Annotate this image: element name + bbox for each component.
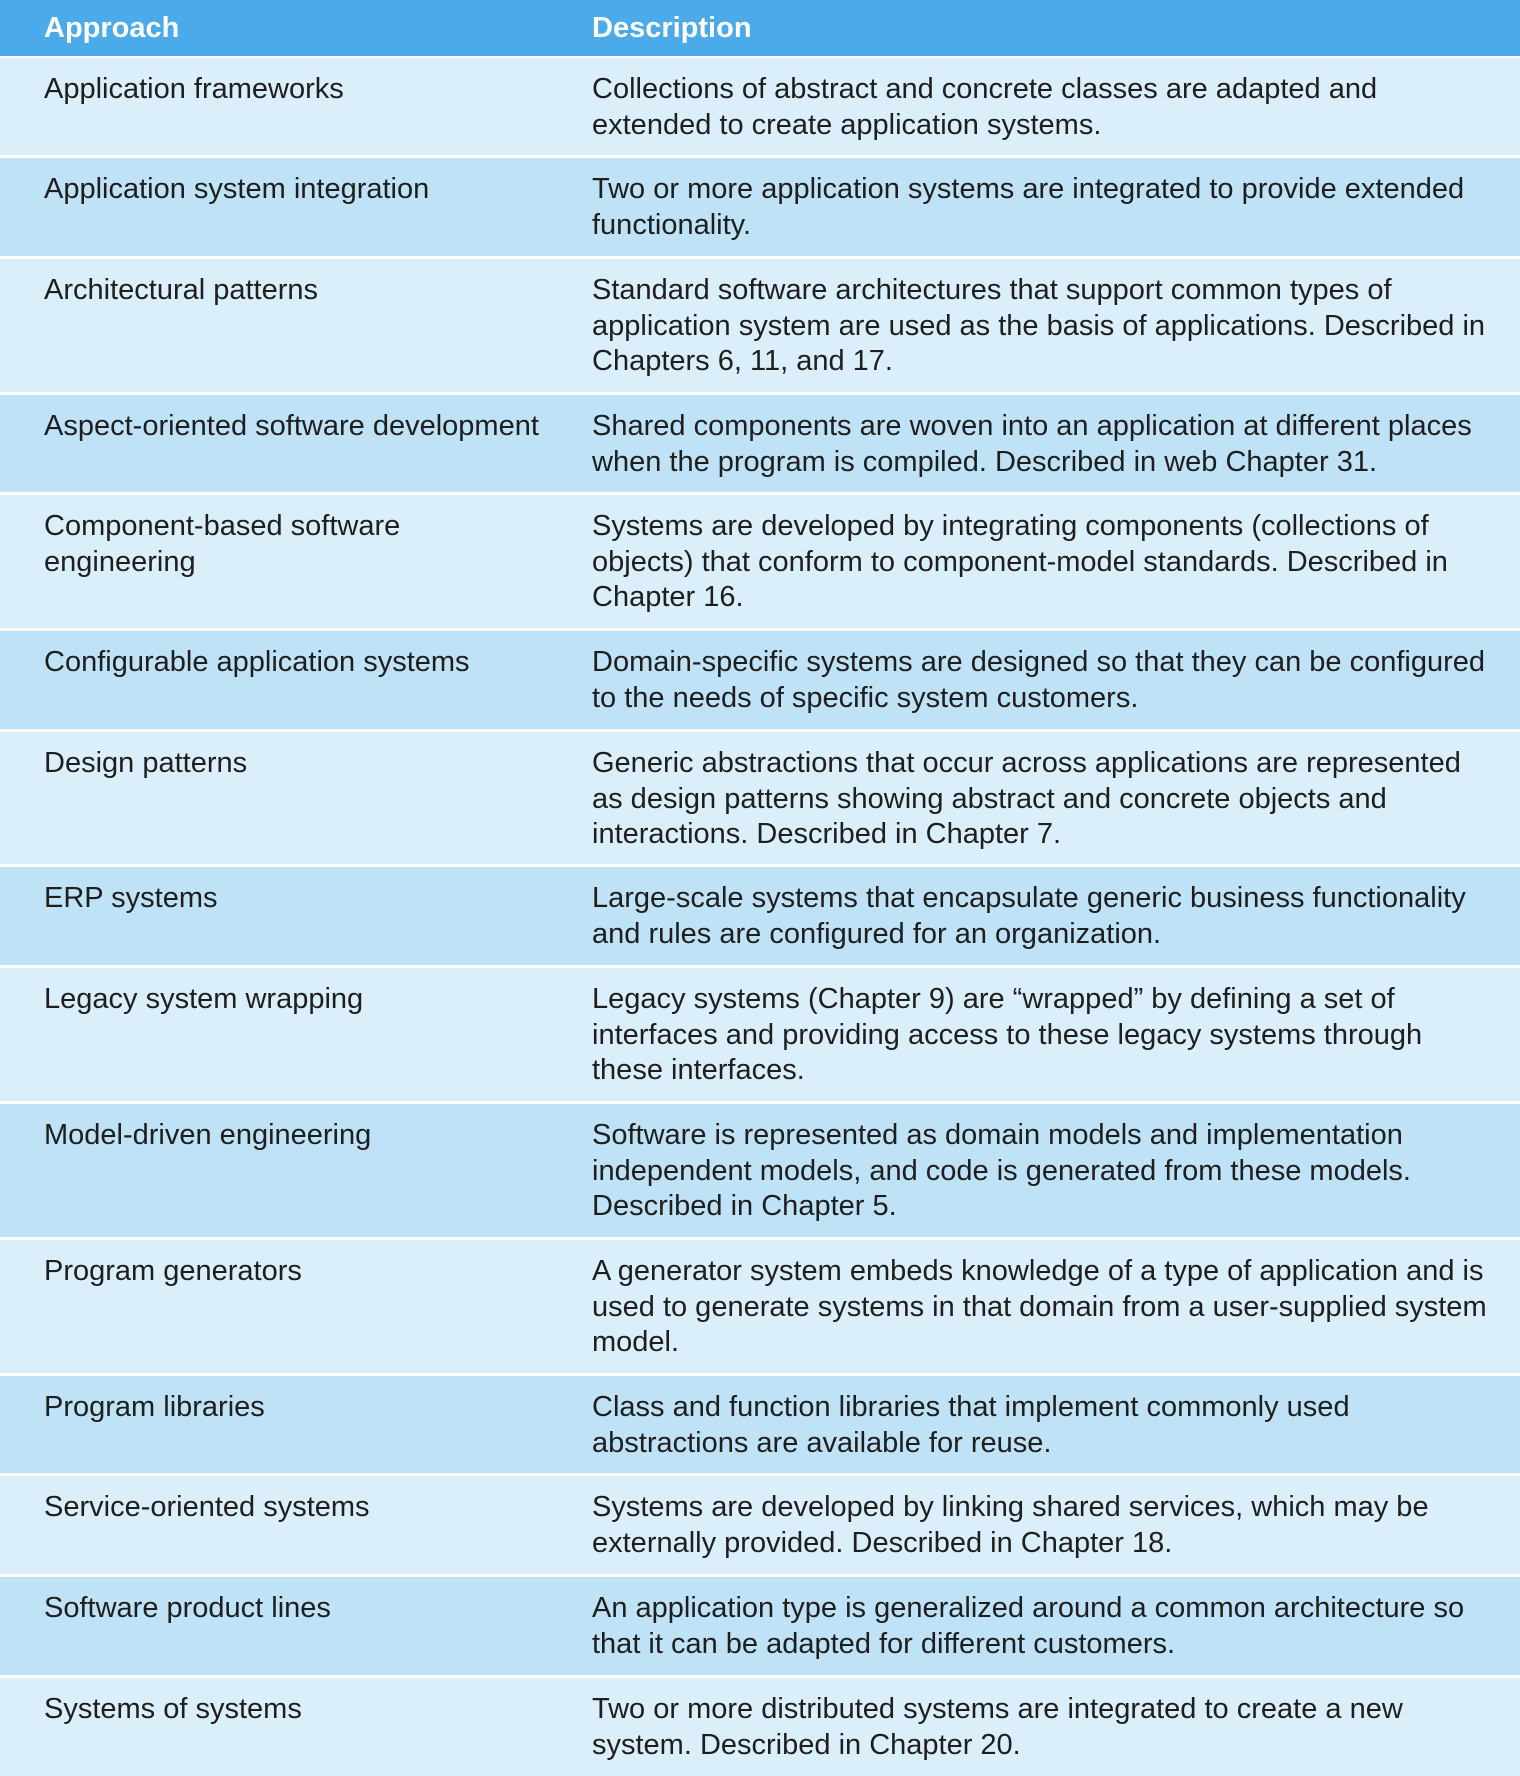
table-row (0, 867, 1520, 968)
approach-cell: Application frameworks (44, 73, 344, 105)
description-cell: Class and function libraries that implement commonly used abstractions are available for reuse. (592, 1391, 1350, 1459)
description-cell: Large-scale systems that encapsulate generic business functionality and rules are configured for an organization. (592, 882, 1466, 950)
approach-cell: Software product lines (44, 1592, 331, 1624)
table-row (0, 968, 1520, 1104)
header-description: Description (592, 11, 752, 44)
approach-cell: Design patterns (44, 747, 248, 779)
table-row (0, 58, 1520, 158)
approach-cell: Systems of systems (44, 1693, 302, 1725)
table-row (0, 1577, 1520, 1678)
approach-cell: Configurable application systems (44, 646, 470, 678)
approach-cell: Application system integration (44, 173, 430, 205)
table-row (0, 259, 1520, 395)
description-cell: Shared components are woven into an application at different places when the program is compiled. Described in web Chapter 31. (592, 410, 1472, 478)
table-row (0, 1678, 1520, 1776)
table-row (0, 158, 1520, 259)
table-row (0, 1476, 1520, 1577)
approach-cell: ERP systems (44, 882, 218, 914)
table-row (0, 631, 1520, 732)
table-row (0, 732, 1520, 867)
description-cell: A generator system embeds knowledge of a type of application and is used to generate systems in that domain from a user-supplied system model. (592, 1255, 1487, 1358)
table-row (0, 495, 1520, 631)
approach-cell: Service-oriented systems (44, 1491, 370, 1523)
description-cell: Systems are developed by integrating components (collections of objects) that conform to component-model standards. Described in Chapter 16. (592, 510, 1448, 613)
description-cell: Two or more application systems are integrated to provide extended functionality. (592, 173, 1465, 241)
description-cell: Generic abstractions that occur across applications are represented as design patterns showing abstract and concrete objects and interactions. Described in Chapter 7. (592, 747, 1461, 850)
approach-cell: Model-driven engineering (44, 1119, 372, 1151)
approach-cell: Program generators (44, 1255, 302, 1287)
description-cell: Systems are developed by linking shared services, which may be externally provided. Described in Chapter 18. (592, 1491, 1429, 1559)
approach-cell: Aspect-oriented software development (44, 410, 539, 442)
description-cell: Standard software architectures that support common types of application system are used as the basis of applications. Described in Chapters 6, 11, and 17. (592, 274, 1486, 377)
table-row (0, 1240, 1520, 1376)
table-row (0, 1376, 1520, 1476)
approach-cell: Architectural patterns (44, 274, 319, 306)
approach-cell: Component-based software engineering (44, 510, 401, 578)
table-row (0, 1104, 1520, 1240)
description-cell: Domain-specific systems are designed so that they can be configured to the needs of specific system customers. (592, 646, 1486, 714)
description-cell: An application type is generalized around a common architecture so that it can be adapted for different customers. (592, 1592, 1465, 1660)
description-cell: Collections of abstract and concrete classes are adapted and extended to create application systems. (592, 73, 1378, 141)
approach-cell: Program libraries (44, 1391, 265, 1423)
description-cell: Two or more distributed systems are integrated to create a new system. Described in Chapter 20. (592, 1693, 1403, 1761)
description-cell: Legacy systems (Chapter 9) are “wrapped” by defining a set of interfaces and providing access to these legacy systems through these interfaces. (592, 983, 1423, 1086)
approach-cell: Legacy system wrapping (44, 983, 364, 1015)
description-cell: Software is represented as domain models and implementation independent models, and code is generated from these models. Described in Chapter 5. (592, 1119, 1411, 1222)
header-approach: Approach (44, 11, 180, 44)
table-row (0, 395, 1520, 495)
table-header (0, 0, 1520, 58)
